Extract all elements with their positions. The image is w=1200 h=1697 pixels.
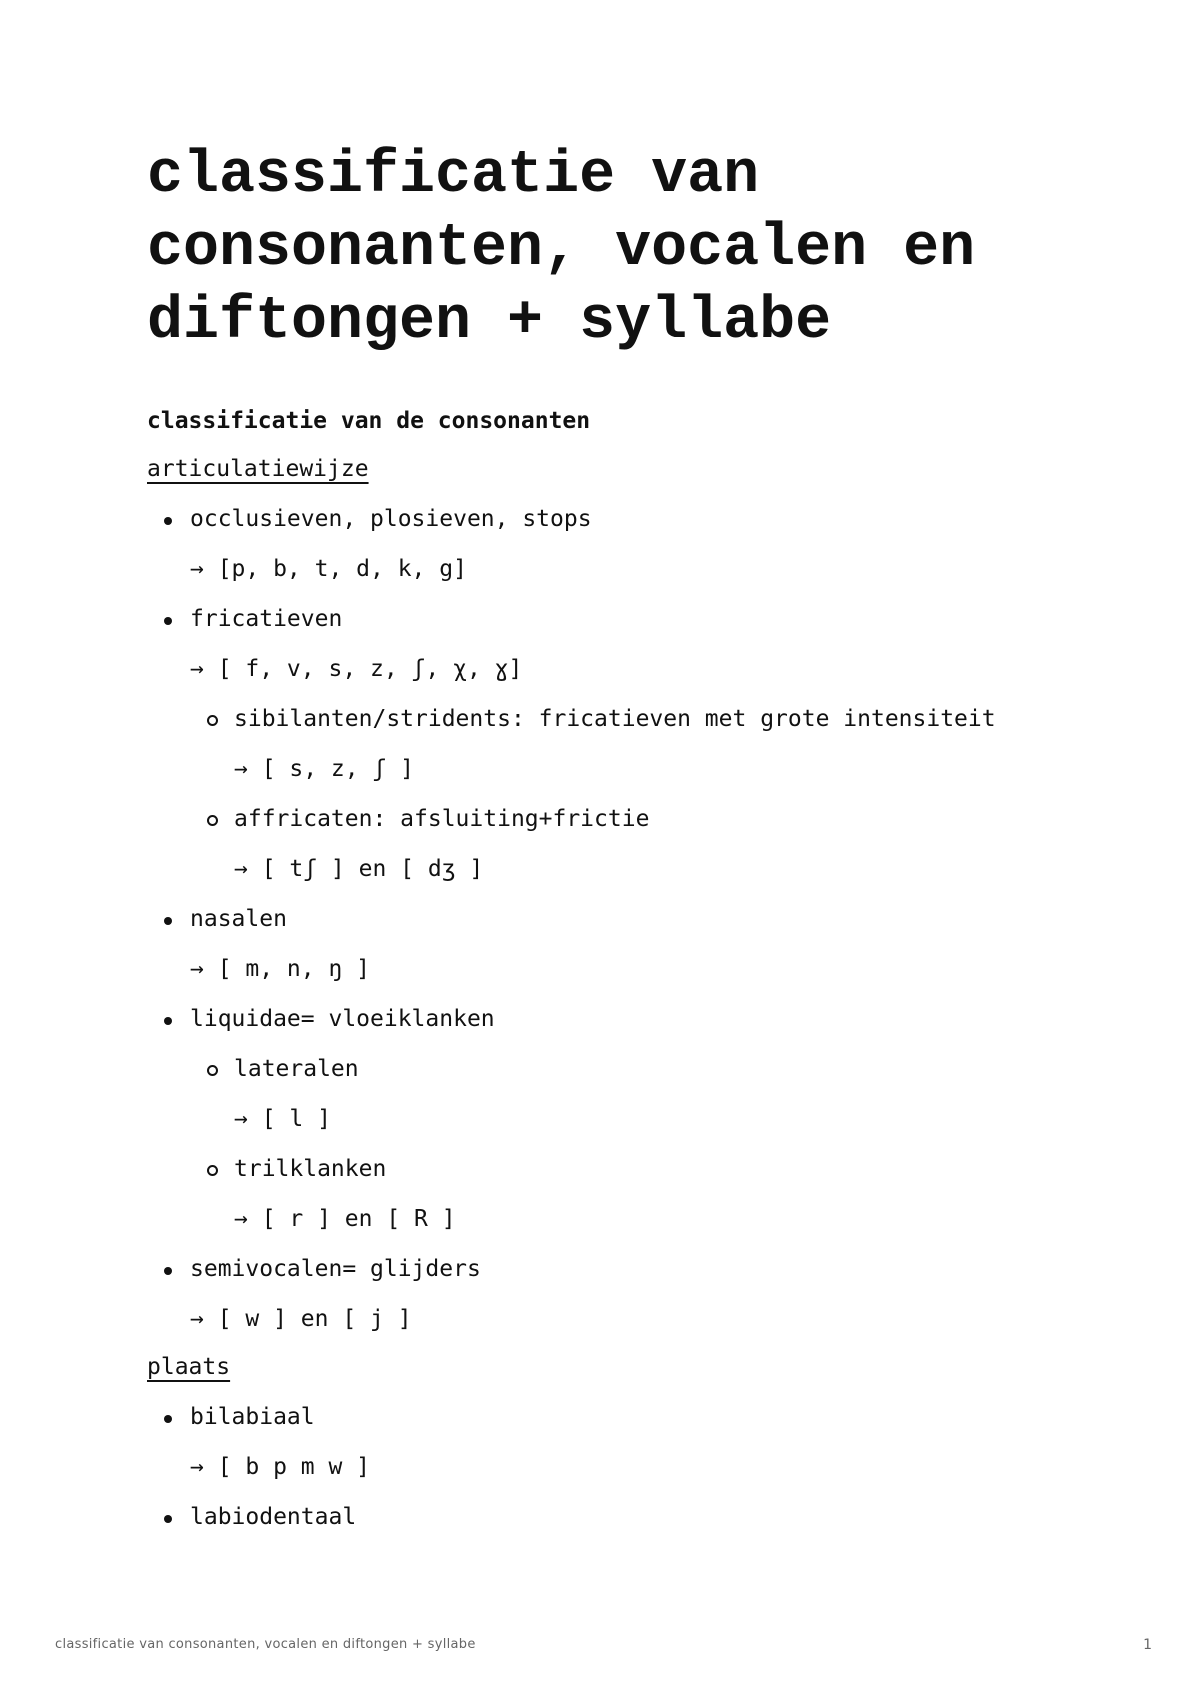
subheading-plaats: plaats <box>147 1354 231 1380</box>
hollow-bullet-icon <box>207 1165 218 1176</box>
example-line: → [ w ] en [ j ] <box>190 1306 412 1332</box>
list-item: sibilanten/stridents: fricatieven met grote intensiteit <box>147 705 1107 733</box>
plaats-list <box>147 1403 1107 1531</box>
footer-text: classificatie van consonanten, vocalen en diftongen + syllabe <box>55 1637 476 1652</box>
bullet-icon <box>164 517 172 525</box>
list-item: bilabiaal <box>147 1403 1107 1431</box>
list-item: affricaten: afsluiting+frictie <box>147 805 1107 833</box>
bullet-icon <box>164 1267 172 1275</box>
example-line: → [ l ] <box>234 1106 331 1132</box>
bullet-icon <box>164 1415 172 1423</box>
example-line: → [ s, z, ʃ ] <box>234 756 415 782</box>
bullet-icon <box>164 1017 172 1025</box>
example-line: → [ m, n, ŋ ] <box>190 956 371 982</box>
page-title: classificatie van consonanten, vocalen en diftongen + syllabe <box>147 142 976 356</box>
bullet-icon <box>164 917 172 925</box>
hollow-bullet-icon <box>207 715 218 726</box>
example-line: → [p, b, t, d, k, g] <box>190 556 467 582</box>
document-page <box>147 140 1107 1531</box>
list-item: nasalen <box>147 905 1107 933</box>
section-heading: classificatie van de consonanten <box>147 408 591 434</box>
list-item: semivocalen= glijders <box>147 1255 1107 1283</box>
bullet-icon <box>164 1515 172 1523</box>
list-item: labiodentaal <box>147 1503 1107 1531</box>
list-item: trilklanken <box>147 1155 1107 1183</box>
bullet-icon <box>164 617 172 625</box>
hollow-bullet-icon <box>207 1065 218 1076</box>
list-item: fricatieven <box>147 605 1107 633</box>
list-item: occlusieven, plosieven, stops <box>147 505 1107 533</box>
articulatiewijze-list <box>147 505 1107 1333</box>
example-line: → [ b p m w ] <box>190 1454 371 1480</box>
page-number: 1 <box>1143 1637 1152 1653</box>
example-line: → [ r ] en [ R ] <box>234 1206 456 1232</box>
subheading-articulatiewijze: articulatiewijze <box>147 456 369 482</box>
example-line: → [ tʃ ] en [ dʒ ] <box>234 856 484 882</box>
hollow-bullet-icon <box>207 815 218 826</box>
list-item: liquidae= vloeiklanken <box>147 1005 1107 1033</box>
list-item: lateralen <box>147 1055 1107 1083</box>
example-line: → [ f, v, s, z, ʃ, χ, ɣ] <box>190 656 523 682</box>
